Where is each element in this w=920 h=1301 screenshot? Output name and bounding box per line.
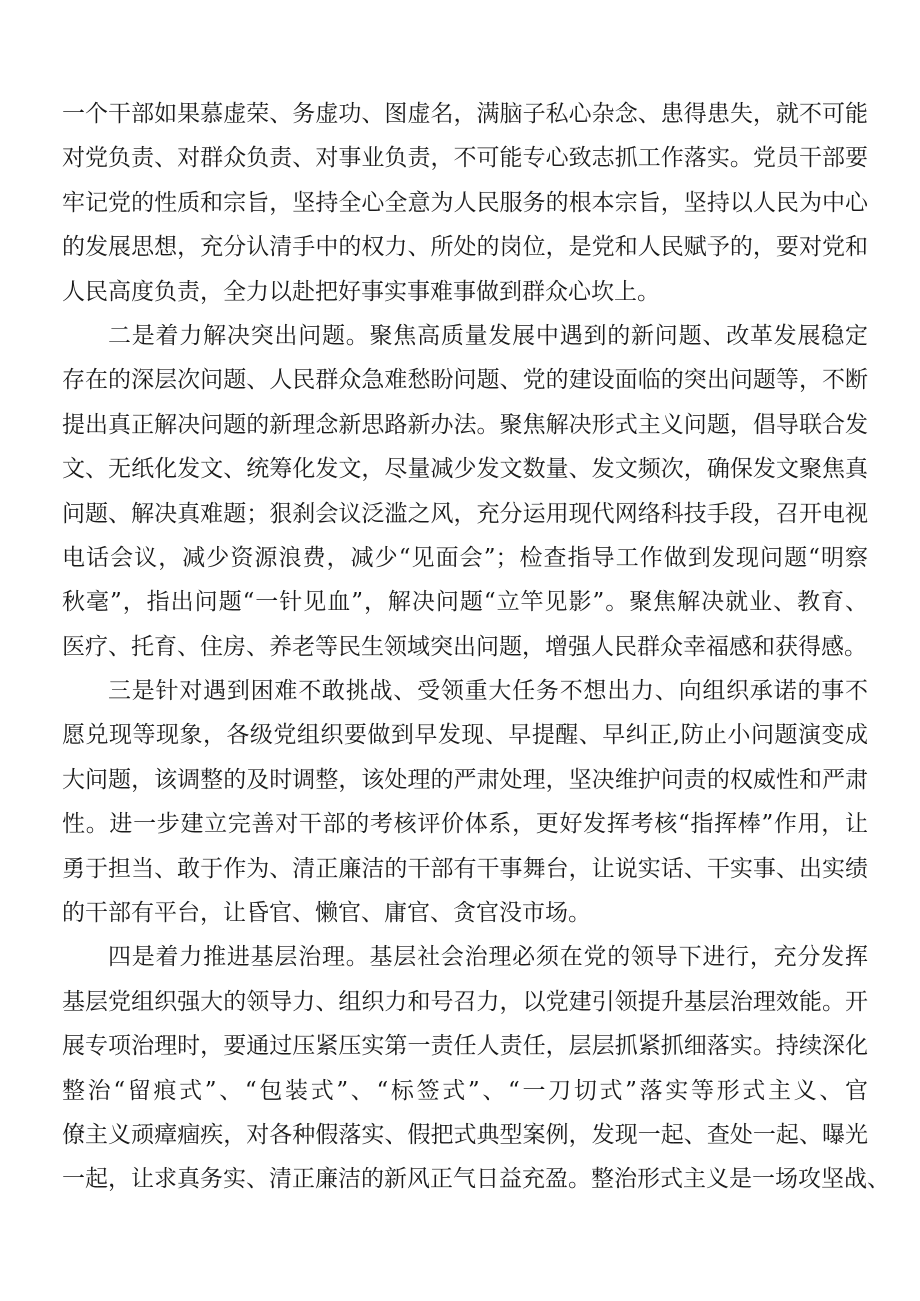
text-line: 存在的深层次问题、人民群众急难愁盼问题、党的建设面临的突出问题等，不断 xyxy=(62,367,868,394)
text-line: 问题、解决真难题；狠刹会议泛滥之风，充分运用现代网络科技手段，召开电视 xyxy=(62,500,868,527)
text-line: 秋毫”，指出问题“一针见血”，解决问题“立竿见影”。聚焦解决就业、教育、 xyxy=(62,589,868,616)
paragraph-4 xyxy=(62,935,890,1201)
text-line: 大问题，该调整的及时调整，该处理的严肃处理，坚决维护问责的权威性和严肃 xyxy=(62,766,868,793)
text-line: 医疗、托育、住房、养老等民生领域突出问题，增强人民群众幸福感和获得感。 xyxy=(62,633,867,660)
text-line: 基层党组织强大的领导力、组织力和号召力，以党建引领提升基层治理效能。开 xyxy=(62,988,868,1015)
text-line: 人民高度负责，全力以赴把好事实事难事做到群众心坎上。 xyxy=(62,278,660,305)
document-body xyxy=(62,92,890,1202)
text-line: 愿兑现等现象，各级党组织要做到早发现、早提醒、早纠正,防止小问题演变成 xyxy=(62,722,868,749)
text-line: 对党负责、对群众负责、对事业负责，不可能专心致志抓工作落实。党员干部要 xyxy=(62,145,868,172)
text-line: 的发展思想，充分认清手中的权力、所处的岗位，是党和人民赋予的，要对党和 xyxy=(62,234,868,261)
text-line: 四是着力推进基层治理。基层社会治理必须在党的领导下进行，充分发挥 xyxy=(108,944,868,971)
text-line: 展专项治理时，要通过压紧压实第一责任人责任，层层抓紧抓细落实。持续深化 xyxy=(62,1033,868,1060)
text-line: 的干部有平台，让昏官、懒官、庸官、贪官没市场。 xyxy=(62,900,591,927)
text-line: 整治“留痕式”、“包装式”、“标签式”、“一刀切式”落实等形式主义、官 xyxy=(62,1077,868,1104)
text-line: 三是针对遇到困难不敢挑战、受领重大任务不想出力、向组织承诺的事不 xyxy=(108,678,868,705)
paragraph-1 xyxy=(62,92,868,314)
text-line: 僚主义顽瘴痼疾，对各种假落实、假把式典型案例，发现一起、查处一起、曝光 xyxy=(62,1121,868,1148)
text-line: 一起，让求真务实、清正廉洁的新风正气日益充盈。整治形式主义是一场攻坚战、 xyxy=(62,1166,890,1193)
text-line: 一个干部如果慕虚荣、务虚功、图虚名，满脑子私心杂念、患得患失，就不可能 xyxy=(62,101,868,127)
text-line: 提出真正解决问题的新理念新思路新办法。聚焦解决形式主义问题，倡导联合发 xyxy=(62,411,868,438)
text-line: 电话会议，减少资源浪费，减少“见面会”；检查指导工作做到发现问题“明察 xyxy=(62,544,868,571)
paragraph-3 xyxy=(62,669,868,935)
text-line: 勇于担当、敢于作为、清正廉洁的干部有干事舞台，让说实话、干实事、出实绩 xyxy=(62,855,868,882)
paragraph-2 xyxy=(62,314,868,669)
text-line: 二是着力解决突出问题。聚焦高质量发展中遇到的新问题、改革发展稳定 xyxy=(108,322,868,349)
text-line: 文、无纸化发文、统筹化发文，尽量减少发文数量、发文频次，确保发文聚焦真 xyxy=(62,456,868,483)
text-line: 牢记党的性质和宗旨，坚持全心全意为人民服务的根本宗旨，坚持以人民为中心 xyxy=(62,189,868,216)
text-line: 性。进一步建立完善对干部的考核评价体系，更好发挥考核“指挥棒”作用，让 xyxy=(62,811,868,838)
